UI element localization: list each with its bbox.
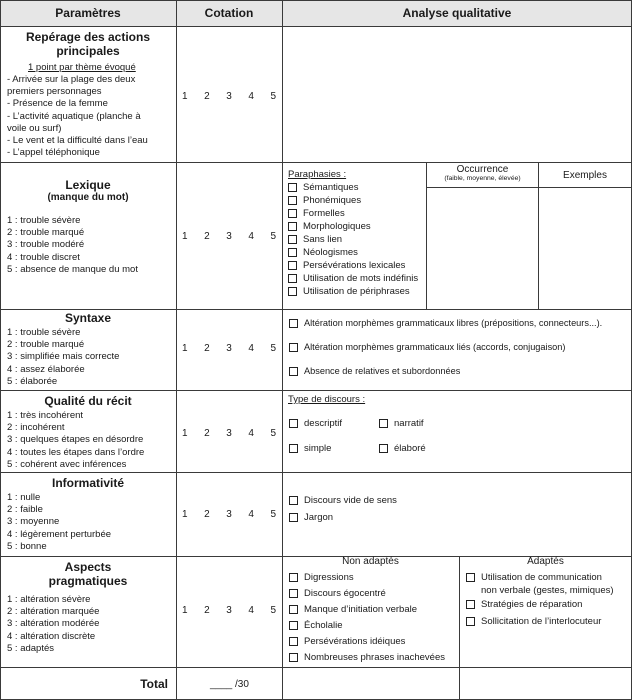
informativite-item: 1 : nulle xyxy=(7,492,41,503)
checkbox-box[interactable] xyxy=(288,183,297,192)
checkbox-label: Formelles xyxy=(303,208,345,219)
score-option[interactable]: 4 xyxy=(248,91,254,102)
checkbox-label: Sans lien xyxy=(303,234,343,245)
checkbox-label: descriptif xyxy=(304,418,343,429)
checkbox-box[interactable] xyxy=(289,653,298,662)
paraphasies-title: Paraphasies : xyxy=(288,169,347,180)
pragmatiques-item: 4 : altération discrète xyxy=(7,630,96,642)
pragmatiques-item: 5 : adaptés xyxy=(7,642,55,654)
recit-title: Qualité du récit xyxy=(44,394,132,408)
lexique-scores xyxy=(182,231,276,242)
checkbox-box[interactable] xyxy=(289,343,298,352)
checkbox-box[interactable] xyxy=(288,287,297,296)
score-option[interactable]: 2 xyxy=(204,91,210,102)
checkbox-box[interactable] xyxy=(288,261,297,270)
pragmatiques-item: 1 : altération sévère xyxy=(7,594,91,605)
occurrence-header xyxy=(427,164,538,182)
reperage-item: - Présence de la femme xyxy=(7,98,108,110)
reperage-title-line1: Repérage des actions xyxy=(25,30,151,44)
checkbox-box[interactable] xyxy=(289,419,298,428)
informativite-item: 5 : bonne xyxy=(7,540,47,552)
grid-line xyxy=(0,390,632,391)
reperage-item: - Le vent et la difficulté dans l’eau xyxy=(7,135,148,147)
checkbox-box[interactable] xyxy=(289,621,298,630)
adapte-checkbox[interactable] xyxy=(466,616,601,627)
paraphasie-checkbox[interactable] xyxy=(288,260,405,271)
checkbox-box[interactable] xyxy=(288,235,297,244)
grid-line xyxy=(459,556,460,700)
score-option[interactable]: 5 xyxy=(270,231,276,242)
pragmatiques-scores xyxy=(182,605,276,616)
grid-line xyxy=(0,26,632,27)
score-option[interactable]: 4 xyxy=(248,509,254,520)
checkbox-box[interactable] xyxy=(289,319,298,328)
discours-checkbox[interactable] xyxy=(289,418,342,429)
recit-item: 3 : quelques étapes en désordre xyxy=(7,434,144,446)
checkbox-label: Écholalie xyxy=(304,620,343,631)
reperage-item: - L’activité aquatique (planche à xyxy=(7,110,141,122)
score-option[interactable]: 1 xyxy=(182,509,188,520)
score-option[interactable]: 1 xyxy=(182,231,188,242)
checkbox-label: Sémantiques xyxy=(303,182,359,193)
header-label: Analyse qualitative xyxy=(402,6,512,20)
adapte-checkbox[interactable] xyxy=(466,599,582,610)
pragmatiques-item: 3 : altération modérée xyxy=(7,618,100,630)
syntaxe-item: 4 : assez élaborée xyxy=(7,363,85,375)
checkbox-label: Sollicitation de l’interlocuteur xyxy=(481,616,602,627)
score-option[interactable]: 3 xyxy=(226,231,232,242)
checkbox-box[interactable] xyxy=(289,513,298,522)
reperage-item: - Arrivée sur la plage des deux xyxy=(7,74,136,85)
exemples-header: Exemples xyxy=(563,170,607,181)
checkbox-label: Altération morphèmes grammaticaux liés (accords, conjugaison) xyxy=(304,342,566,352)
score-option[interactable]: 5 xyxy=(270,91,276,102)
checkbox-label: Jargon xyxy=(304,512,334,523)
checkbox-box[interactable] xyxy=(288,209,297,218)
reperage-items xyxy=(7,74,175,159)
score-option[interactable]: 3 xyxy=(226,91,232,102)
score-option[interactable]: 1 xyxy=(182,428,188,439)
total-out-of: /30 xyxy=(235,679,249,690)
non-adapte-checkbox[interactable] xyxy=(289,604,417,615)
grid-line xyxy=(0,0,1,700)
checkbox-box[interactable] xyxy=(289,637,298,646)
score-option[interactable]: 1 xyxy=(182,343,188,354)
informativite-scores xyxy=(182,509,276,520)
non-adapte-checkbox[interactable] xyxy=(289,636,405,647)
informativite-checkbox[interactable] xyxy=(289,495,397,506)
lexique-item: 3 : trouble modéré xyxy=(7,239,85,251)
pragmatiques-item: 2 : altération marquée xyxy=(7,606,100,618)
syntaxe-title: Syntaxe xyxy=(64,311,112,325)
checkbox-label: Persévérations idéiques xyxy=(304,636,406,647)
score-option[interactable]: 4 xyxy=(248,428,254,439)
checkbox-label: simple xyxy=(304,443,332,454)
checkbox-label: Utilisation de communication xyxy=(481,572,602,583)
adaptes-header: Adaptés xyxy=(527,556,564,567)
score-option[interactable]: 5 xyxy=(270,428,276,439)
score-option[interactable]: 4 xyxy=(248,605,254,616)
adapte-checkbox[interactable] xyxy=(466,572,602,583)
checkbox-box[interactable] xyxy=(288,274,297,283)
checkbox-label: Digressions xyxy=(304,572,354,583)
header-label: Paramètres xyxy=(55,6,121,20)
checkbox-box[interactable] xyxy=(289,589,298,598)
checkbox-label: Utilisation de mots indéfinis xyxy=(303,273,419,284)
grid-line xyxy=(538,162,539,309)
score-option[interactable]: 4 xyxy=(248,343,254,354)
lexique-title: Lexique xyxy=(65,178,111,192)
checkbox-label: Altération morphèmes grammaticaux libres (prépositions, connecteurs...). xyxy=(304,318,603,328)
recit-scores xyxy=(182,428,276,439)
checkbox-box[interactable] xyxy=(289,444,298,453)
checkbox-box[interactable] xyxy=(289,605,298,614)
score-option[interactable]: 4 xyxy=(248,231,254,242)
checkbox-label: narratif xyxy=(394,418,424,429)
lexique-subtitle: (manque du mot) xyxy=(47,192,129,203)
score-option[interactable]: 3 xyxy=(226,428,232,439)
syntaxe-item: 3 : simplifiée mais correcte xyxy=(7,351,120,363)
checkbox-label: Nombreuses phrases inachevées xyxy=(304,652,445,663)
recit-items xyxy=(7,410,144,471)
paraphasie-checkbox[interactable] xyxy=(288,195,361,206)
non-adapte-checkbox[interactable] xyxy=(289,572,354,583)
score-option[interactable]: 1 xyxy=(182,91,188,102)
informativite-checkbox[interactable] xyxy=(289,512,333,523)
paraphasie-checkbox[interactable] xyxy=(288,221,371,232)
score-option[interactable]: 3 xyxy=(226,509,232,520)
checkbox-box[interactable] xyxy=(288,196,297,205)
type-discours-title: Type de discours : xyxy=(288,394,366,405)
checkbox-label: Utilisation de périphrases xyxy=(303,286,410,297)
score-option[interactable]: 3 xyxy=(226,343,232,354)
occurrence-label: Occurrence xyxy=(456,164,509,175)
score-option[interactable]: 2 xyxy=(204,428,210,439)
header-cotation xyxy=(176,0,282,26)
reperage-item: - L’appel téléphonique xyxy=(7,147,100,159)
recit-item: 4 : toutes les étapes dans l’ordre xyxy=(7,446,145,458)
pragmatiques-title-line2: pragmatiques xyxy=(48,574,128,588)
checkbox-box[interactable] xyxy=(379,444,388,453)
reperage-scores xyxy=(182,91,276,102)
grid-line xyxy=(0,0,632,1)
grid-line xyxy=(0,472,632,473)
lexique-items xyxy=(7,215,138,276)
checkbox-box[interactable] xyxy=(379,419,388,428)
syntaxe-scores xyxy=(182,343,276,354)
syntaxe-checkbox[interactable] xyxy=(289,318,602,328)
checkbox-label: Absence de relatives et subordonnées xyxy=(304,366,461,376)
checkbox-box[interactable] xyxy=(466,617,475,626)
score-option[interactable]: 5 xyxy=(270,605,276,616)
total-blank[interactable]: ____ xyxy=(210,679,233,690)
checkbox-label: élaboré xyxy=(394,443,426,454)
reperage-title xyxy=(0,30,176,58)
checkbox-box[interactable] xyxy=(289,496,298,505)
total-label: Total xyxy=(140,677,168,691)
checkbox-box[interactable] xyxy=(289,367,298,376)
lexique-item: 4 : trouble discret xyxy=(7,251,80,263)
paraphasie-checkbox[interactable] xyxy=(288,273,418,284)
checkbox-label: Discours vide de sens xyxy=(304,495,397,506)
paraphasie-checkbox[interactable] xyxy=(288,208,345,219)
score-option[interactable]: 2 xyxy=(204,509,210,520)
syntaxe-item: 5 : élaborée xyxy=(7,375,58,387)
syntaxe-checkbox[interactable] xyxy=(289,342,565,352)
reperage-title-line2: principales xyxy=(56,44,120,58)
header-analyse xyxy=(282,0,632,26)
grid-line xyxy=(426,187,632,188)
syntaxe-items xyxy=(7,327,119,388)
pragmatiques-title xyxy=(0,560,176,588)
header-parametres xyxy=(0,0,176,26)
non-adapte-checkbox[interactable] xyxy=(289,652,445,663)
checkbox-label: Discours égocentré xyxy=(304,588,386,599)
score-option[interactable]: 2 xyxy=(204,605,210,616)
paraphasie-checkbox[interactable] xyxy=(288,247,358,258)
checkbox-label: Persévérations lexicales xyxy=(303,260,406,271)
non-adaptes-header: Non adaptés xyxy=(342,556,399,567)
grid-line xyxy=(426,162,427,309)
reperage-item: voile ou surf) xyxy=(7,122,62,134)
lexique-item: 5 : absence de manque du mot xyxy=(7,263,138,275)
informativite-item: 3 : moyenne xyxy=(7,516,60,528)
syntaxe-item: 1 : trouble sévère xyxy=(7,327,81,338)
total-score[interactable] xyxy=(210,679,249,690)
discours-checkbox[interactable] xyxy=(289,443,331,454)
informativite-title: Informativité xyxy=(51,476,124,490)
checkbox-box[interactable] xyxy=(466,573,475,582)
non-adapte-checkbox[interactable] xyxy=(289,588,386,599)
checkbox-label: Néologismes xyxy=(303,247,358,258)
reperage-item: premiers personnages xyxy=(7,86,102,98)
paraphasie-checkbox[interactable] xyxy=(288,182,358,193)
checkbox-box[interactable] xyxy=(289,573,298,582)
lexique-item: 2 : trouble marqué xyxy=(7,227,85,239)
checkbox-box[interactable] xyxy=(288,222,297,231)
grid-line xyxy=(282,0,283,700)
pragmatiques-title-line1: Aspects xyxy=(64,560,112,574)
informativite-items xyxy=(7,492,111,553)
informativite-item: 2 : faible xyxy=(7,504,43,516)
syntaxe-item: 2 : trouble marqué xyxy=(7,339,85,351)
discours-checkbox[interactable] xyxy=(379,443,426,454)
pragmatiques-items xyxy=(7,594,99,655)
score-option[interactable]: 2 xyxy=(204,231,210,242)
checkbox-box[interactable] xyxy=(466,600,475,609)
adapte-continuation: non verbale (gestes, mimiques) xyxy=(481,585,614,596)
recit-item: 5 : cohérent avec inférences xyxy=(7,458,127,470)
discours-checkbox[interactable] xyxy=(379,418,424,429)
syntaxe-checkbox[interactable] xyxy=(289,366,460,376)
paraphasie-checkbox[interactable] xyxy=(288,234,342,245)
score-option[interactable]: 5 xyxy=(270,343,276,354)
non-adapte-checkbox[interactable] xyxy=(289,620,343,631)
score-option[interactable]: 2 xyxy=(204,343,210,354)
recit-item: 2 : incohérent xyxy=(7,422,65,434)
score-option[interactable]: 3 xyxy=(226,605,232,616)
occurrence-sublabel: (faible, moyenne, élevée) xyxy=(444,175,521,182)
checkbox-label: Phonémiques xyxy=(303,195,362,206)
score-option[interactable]: 5 xyxy=(270,509,276,520)
grid-line xyxy=(176,0,177,700)
score-option[interactable]: 1 xyxy=(182,605,188,616)
header-label: Cotation xyxy=(204,6,254,20)
checkbox-box[interactable] xyxy=(288,248,297,257)
paraphasie-checkbox[interactable] xyxy=(288,286,410,297)
grid-line xyxy=(0,667,632,668)
grid-line xyxy=(0,309,632,310)
informativite-item: 4 : légèrement perturbée xyxy=(7,528,112,540)
checkbox-label: Stratégies de réparation xyxy=(481,599,583,610)
reperage-note: 1 point par thème évoqué xyxy=(28,62,136,73)
checkbox-label: Morphologiques xyxy=(303,221,371,232)
recit-item: 1 : très incohérent xyxy=(7,410,84,421)
checkbox-label: Manque d’initiation verbale xyxy=(304,604,418,615)
lexique-item: 1 : trouble sévère xyxy=(7,215,81,226)
